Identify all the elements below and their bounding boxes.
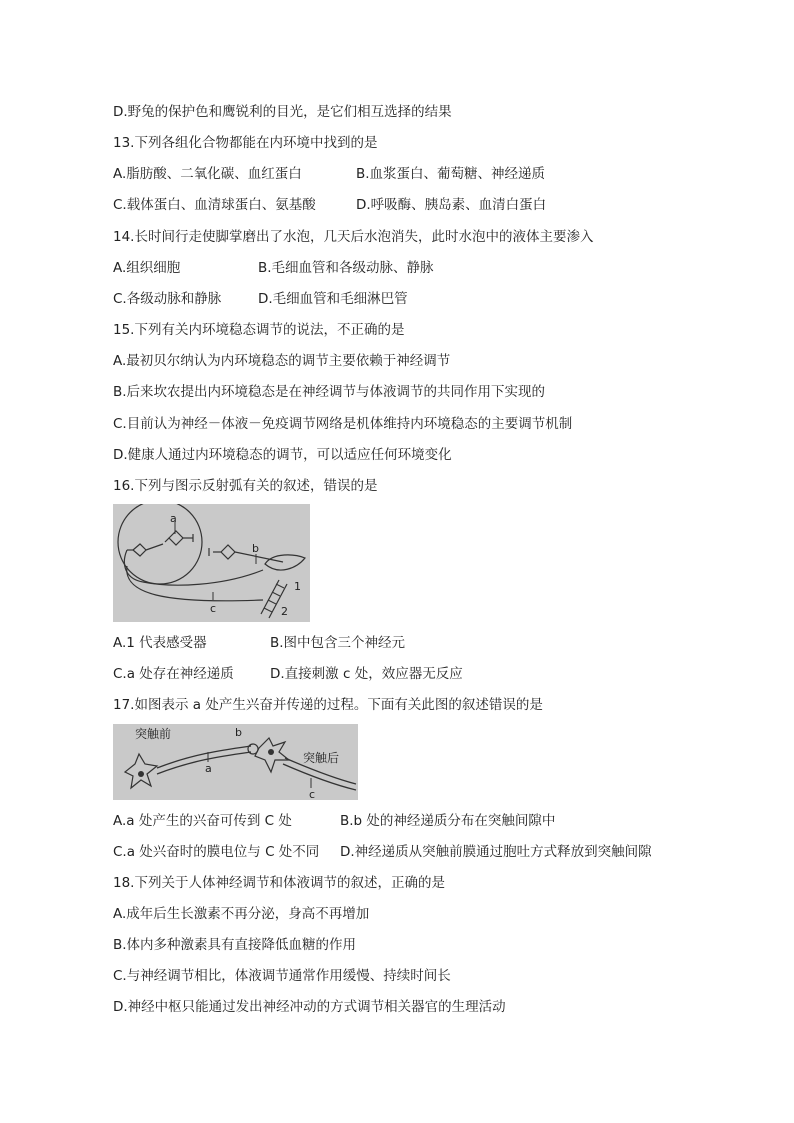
q17-option-c: C.a 处兴奋时的膜电位与 C 处不同: [113, 844, 320, 860]
q14-stem: 14.长时间行走使脚掌磨出了水泡，几天后水泡消失，此时水泡中的液体主要渗入: [113, 229, 594, 245]
q18-option-c: C.与神经调节相比，体液调节通常作用缓慢、持续时间长: [113, 968, 451, 984]
q14-option-d: D.毛细血管和毛细淋巴管: [258, 291, 408, 307]
label-a: a: [170, 512, 177, 525]
q13-option-d: D.呼吸酶、胰岛素、血清白蛋白: [356, 197, 547, 213]
label-c: c: [309, 788, 316, 800]
reflex-arc-figure: [113, 504, 310, 622]
q13-option-a: A.脂肪酸、二氧化碳、血红蛋白: [113, 166, 302, 182]
label-postsynaptic: 突触后: [303, 751, 340, 765]
q13-option-c: C.载体蛋白、血清球蛋白、氨基酸: [113, 197, 316, 213]
synapse-figure: [113, 724, 358, 800]
q17-stem: 17.如图表示 a 处产生兴奋并传递的过程。下面有关此图的叙述错误的是: [113, 697, 543, 713]
q13-stem: 13.下列各组化合物都能在内环境中找到的是: [113, 135, 378, 151]
q18-option-a: A.成年后生长激素不再分泌，身高不再增加: [113, 906, 370, 922]
label-b: b: [252, 542, 259, 555]
q15-option-b: B.后来坎农提出内环境稳态是在神经调节与体液调节的共同作用下实现的: [113, 384, 546, 400]
neuron-3: [209, 545, 283, 562]
q15-stem: 15.下列有关内环境稳态调节的说法，不正确的是: [113, 322, 405, 338]
q16-option-b: B.图中包含三个神经元: [270, 635, 406, 651]
q14-option-b: B.毛细血管和各级动脉、静脉: [258, 260, 434, 276]
label-presynaptic: 突触前: [135, 727, 172, 741]
q17-option-a: A.a 处产生的兴奋可传到 C 处: [113, 813, 292, 829]
q13-option-b: B.血浆蛋白、葡萄糖、神经递质: [356, 166, 546, 182]
q12-option-d: D.野兔的保护色和鹰锐利的目光，是它们相互选择的结果: [113, 104, 452, 120]
q15-option-c: C.目前认为神经－体液－免疫调节网络是机体维持内环境稳态的主要调节机制: [113, 416, 573, 432]
q15-option-d: D.健康人通过内环境稳态的调节，可以适应任何环境变化: [113, 447, 452, 463]
label-b: b: [235, 726, 242, 739]
q14-option-c: C.各级动脉和静脉: [113, 291, 222, 307]
q15-option-a: A.最初贝尔纳认为内环境稳态的调节主要依赖于神经调节: [113, 353, 451, 369]
postsynaptic-cell: [255, 738, 289, 772]
neuron-1: [124, 544, 163, 582]
label-2: 2: [281, 605, 288, 618]
q18-stem: 18.下列关于人体神经调节和体液调节的叙述，正确的是: [113, 875, 445, 891]
q17-option-d: D.神经递质从突触前膜通过胞吐方式释放到突触间隙: [340, 844, 652, 860]
q16-stem: 16.下列与图示反射弧有关的叙述，错误的是: [113, 478, 378, 494]
q18-option-d: D.神经中枢只能通过发出神经冲动的方式调节相关器官的生理活动: [113, 999, 506, 1015]
q16-option-a: A.1 代表感受器: [113, 635, 207, 651]
q14-option-a: A.组织细胞: [113, 260, 181, 276]
q16-option-c: C.a 处存在神经递质: [113, 666, 234, 682]
neuron-2: [165, 531, 193, 545]
q17-option-b: B.b 处的神经递质分布在突触间隙中: [340, 813, 556, 829]
spinal-cord-outline: [118, 504, 202, 584]
q18-option-b: B.体内多种激素具有直接降低血糖的作用: [113, 937, 357, 953]
q16-option-d: D.直接刺激 c 处，效应器无反应: [270, 666, 463, 682]
label-1: 1: [294, 580, 301, 593]
label-c: c: [210, 602, 217, 615]
receptor-shape: [265, 555, 305, 570]
label-a: a: [205, 762, 212, 775]
